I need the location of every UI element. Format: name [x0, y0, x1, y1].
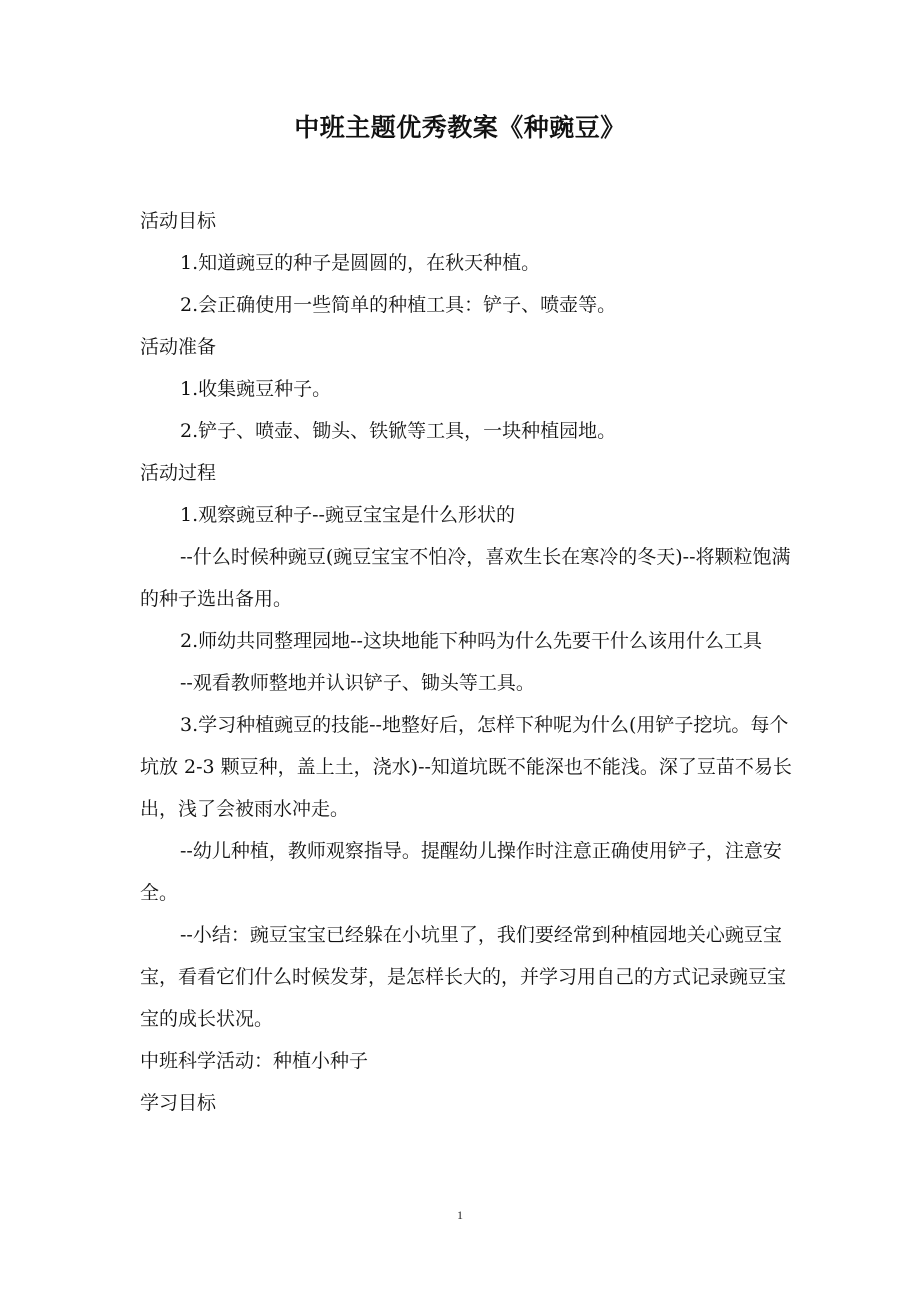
section-heading-process: 活动过程 — [140, 462, 217, 484]
process-step-2: 2.师幼共同整理园地--这块地能下种吗为什么先要干什么该用什么工具 — [180, 630, 762, 652]
process-step-2-detail: --观看教师整地并认识铲子、锄头等工具。 — [180, 672, 535, 694]
process-step-1: 1.观察豌豆种子--豌豆宝宝是什么形状的 — [180, 504, 515, 526]
goal-item-2: 2.会正确使用一些简单的种植工具：铲子、喷壶等。 — [180, 294, 617, 316]
preparation-item-2: 2.铲子、喷壶、锄头、铁锨等工具，一块种植园地。 — [180, 420, 617, 442]
process-summary: --小结：豌豆宝宝已经躲在小坑里了，我们要经常到种植园地关心豌豆宝宝，看看它们什么时候发芽，是怎样长大的，并学习用自己的方式记录豌豆宝宝的成长状况。 — [140, 924, 787, 1030]
process-step-1-detail: --什么时候种豌豆(豌豆宝宝不怕冷，喜欢生长在寒冷的冬天)--将颗粒饱满的种子选出备用。 — [140, 546, 791, 610]
section-heading-goals: 活动目标 — [140, 210, 217, 232]
goal-item-1: 1.知道豌豆的种子是圆圆的，在秋天种植。 — [180, 252, 541, 274]
section-heading-learning-goals: 学习目标 — [140, 1092, 217, 1114]
section-heading-science-activity: 中班科学活动：种植小种子 — [140, 1050, 369, 1072]
preparation-item-1: 1.收集豌豆种子。 — [180, 378, 332, 400]
document-title: 中班主题优秀教案《种豌豆》 — [294, 113, 626, 142]
section-heading-preparation: 活动准备 — [140, 336, 217, 358]
process-step-3-practice: --幼儿种植，教师观察指导。提醒幼儿操作时注意正确使用铲子，注意安全。 — [140, 840, 782, 904]
page-number: 1 — [457, 1208, 463, 1222]
document-body — [140, 200, 792, 1124]
process-step-3: 3.学习种植豌豆的技能--地整好后，怎样下种呢为什么(用铲子挖坑。每个坑放 2-3 颗豆种，盖上土，浇水)--知道坑既不能深也不能浅。深了豆苗不易长出，浅了会被雨水冲走。 — [140, 714, 792, 820]
